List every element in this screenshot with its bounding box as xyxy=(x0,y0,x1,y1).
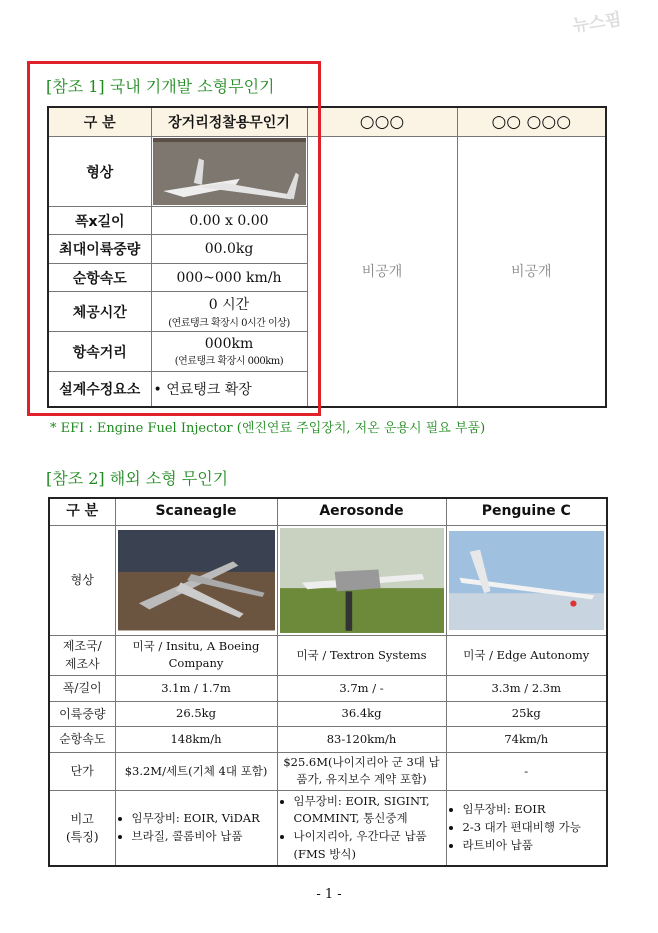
cell: 25kg xyxy=(446,701,607,726)
header-penguin-c: Penguine C xyxy=(446,498,607,526)
efi-note: * EFI : Engine Fuel Injector (엔진연료 주입장치, 저온 운용시 필요 부품) xyxy=(50,421,486,436)
cell: $25.6M(나이지리아 군 3대 납품가, 유지보수 계약 포함) xyxy=(277,752,446,790)
label-line: 제조사 xyxy=(64,657,100,672)
cell: $3.2M/세트(기체 4대 포함) xyxy=(115,752,277,790)
foreign-uav-table xyxy=(48,497,608,867)
row-label: 최대이륙중량 xyxy=(48,235,151,264)
value-sub: (연료탱크 확장시 0시간 이상) xyxy=(168,318,290,330)
header-scaneagle: Scaneagle xyxy=(115,498,277,526)
row-label-remarks xyxy=(49,790,115,866)
cell: 3.1m / 1.7m xyxy=(115,675,277,701)
remark-item: • 2-3 대가 편대비행 가능 xyxy=(463,819,605,837)
cell-remarks xyxy=(115,790,277,866)
row-label: 순항속도 xyxy=(48,264,151,292)
cell: 148km/h xyxy=(115,726,277,752)
shape-label: 형상 xyxy=(49,526,115,636)
row-label: 순항속도 xyxy=(49,726,115,752)
row-value: • 연료탱크 확장 xyxy=(151,372,307,407)
row-label: 이륙중량 xyxy=(49,701,115,726)
row-label: 항속거리 xyxy=(48,332,151,372)
cell: 3.3m / 2.3m xyxy=(446,675,607,701)
header-redacted-1: ○○○ xyxy=(307,107,457,137)
remark-item: • 임무장비: EOIR xyxy=(463,801,605,819)
value-main: 000km xyxy=(204,336,254,353)
row-label: 폭x길이 xyxy=(48,207,151,235)
remark-item: • 임무장비: EOIR, ViDAR xyxy=(132,810,275,828)
page-number: - 1 - xyxy=(316,887,342,902)
cell: 36.4kg xyxy=(277,701,446,726)
row-value: 0.00 x 0.00 xyxy=(151,207,307,235)
label-line: (특징) xyxy=(65,830,99,845)
row-label: 폭/길이 xyxy=(49,675,115,701)
cell: 3.7m / - xyxy=(277,675,446,701)
row-label-maker xyxy=(49,635,115,675)
highlight-box xyxy=(27,61,321,416)
cell: 74km/h xyxy=(446,726,607,752)
header-category: 구 분 xyxy=(49,498,115,526)
cell-remarks xyxy=(277,790,446,866)
section2-title: [참조 2] 해외 소형 무인기 xyxy=(46,469,229,488)
remark-item: • 브라질, 콜롬비아 납품 xyxy=(132,828,275,846)
cell-maker: 미국 / Textron Systems xyxy=(277,635,446,675)
value-sub: (연료탱크 확장시 000km) xyxy=(174,356,284,368)
cell-maker: 미국 / Insitu, A Boeing Company xyxy=(115,635,277,675)
label-line: 비고 xyxy=(70,811,94,826)
row-value: 000~000 km/h xyxy=(151,264,307,292)
row-value: 00.0kg xyxy=(151,235,307,264)
penguin-c-image xyxy=(446,526,607,636)
remark-item: • 라트비아 납품 xyxy=(463,837,605,855)
cell-maker: 미국 / Edge Autonomy xyxy=(446,635,607,675)
remark-item: • 나이지리아, 우간다군 납품(FMS 방식) xyxy=(294,828,444,864)
undisclosed-1: 비공개 xyxy=(307,137,457,407)
scaneagle-image xyxy=(115,526,277,636)
cell: 83-120km/h xyxy=(277,726,446,752)
row-label: 설계수정요소 xyxy=(48,372,151,407)
shape-label: 형상 xyxy=(48,137,151,207)
aerosonde-image xyxy=(277,526,446,636)
row-label: 체공시간 xyxy=(48,292,151,332)
watermark-logo: 뉴스핌 xyxy=(571,9,623,37)
header-category: 구 분 xyxy=(48,107,151,137)
cell: - xyxy=(446,752,607,790)
row-label: 단가 xyxy=(49,752,115,790)
label-line: 제조국/ xyxy=(62,638,102,653)
header-aerosonde: Aerosonde xyxy=(277,498,446,526)
value-main: 0 시간 xyxy=(208,297,250,314)
remark-item: • 임무장비: EOIR, SIGINT, COMMINT, 통신중계 xyxy=(294,793,444,829)
cell: 26.5kg xyxy=(115,701,277,726)
header-long-range-uav: 장거리정찰용무인기 xyxy=(151,107,307,137)
undisclosed-2: 비공개 xyxy=(457,137,606,407)
header-redacted-2: ○○ ○○○ xyxy=(457,107,606,137)
cell-remarks xyxy=(446,790,607,866)
section1-title: [참조 1] 국내 기개발 소형무인기 xyxy=(46,77,275,96)
